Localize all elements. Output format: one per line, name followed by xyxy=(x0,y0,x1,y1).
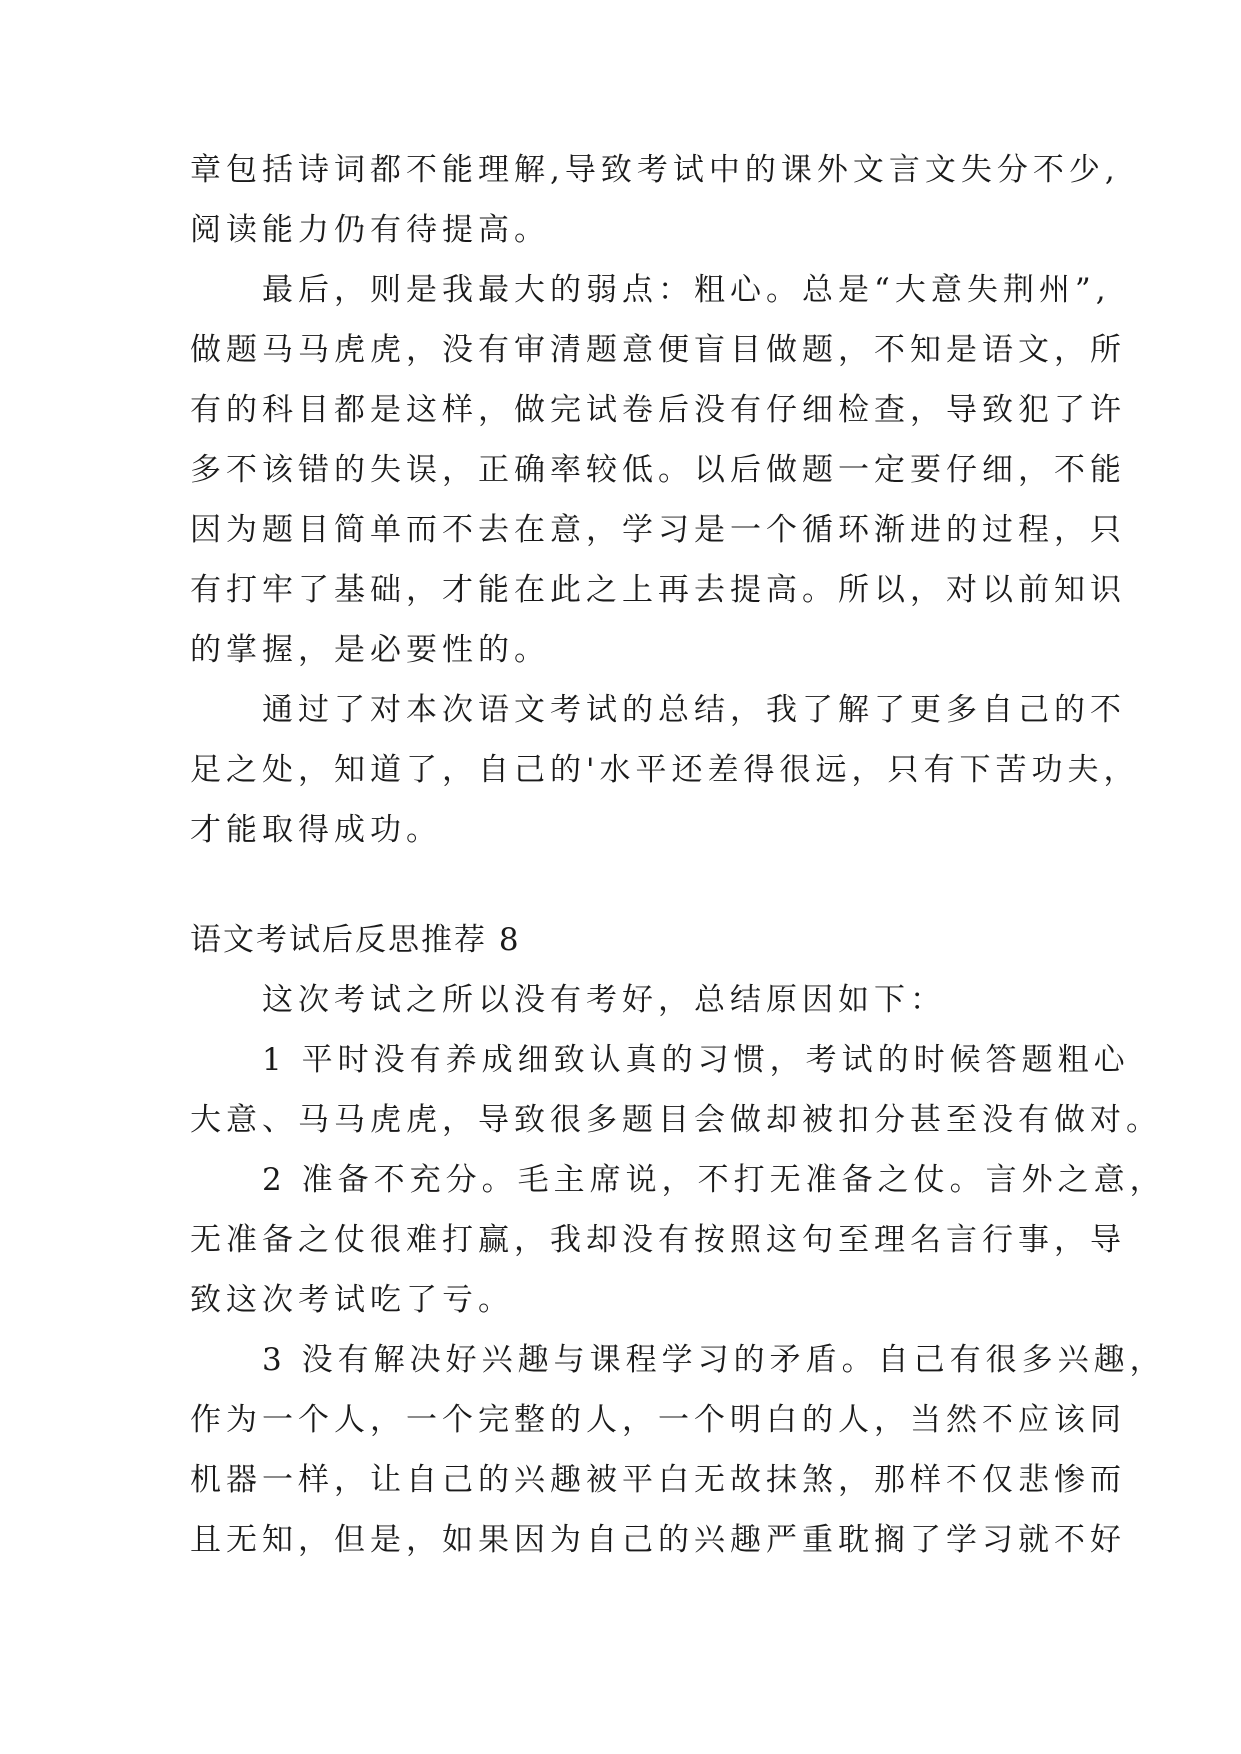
section-heading: 语文考试后反思推荐 8 xyxy=(190,922,521,958)
text-line: 才能取得成功。 xyxy=(190,812,442,848)
text-line: 因为题目简单而不去在意，学习是一个循环渐进的过程，只 xyxy=(190,512,1126,548)
text-line: 做题马马虎虎，没有审清题意便盲目做题，不知是语文，所 xyxy=(190,332,1126,368)
text-line: 多不该错的失误，正确率较低。以后做题一定要仔细，不能 xyxy=(190,452,1126,488)
text-line: 致这次考试吃了亏。 xyxy=(190,1282,514,1318)
text-line: 机器一样，让自己的兴趣被平白无故抹煞，那样不仅悲惨而 xyxy=(190,1462,1126,1498)
body-text-top xyxy=(190,140,1140,860)
text-line: 2 准备不充分。毛主席说，不打无准备之仗。言外之意， xyxy=(190,1162,1166,1198)
text-line: 的掌握，是必要性的。 xyxy=(190,632,550,668)
text-line: 足之处，知道了，自己的'水平还差得很远，只有下苦功夫， xyxy=(190,752,1140,788)
text-line: 阅读能力仍有待提高。 xyxy=(190,212,550,248)
text-line: 3 没有解决好兴趣与课程学习的矛盾。自己有很多兴趣， xyxy=(190,1342,1166,1378)
text-line: 无准备之仗很难打赢，我却没有按照这句至理名言行事，导 xyxy=(190,1222,1126,1258)
text-line: 1 平时没有养成细致认真的习惯，考试的时候答题粗心 xyxy=(190,1042,1130,1078)
body-text-bottom xyxy=(190,970,1166,1570)
text-line: 作为一个人，一个完整的人，一个明白的人，当然不应该同 xyxy=(190,1402,1126,1438)
text-line: 大意、马马虎虎，导致很多题目会做却被扣分甚至没有做对。 xyxy=(190,1102,1162,1138)
text-line: 章包括诗词都不能理解,导致考试中的课外文言文失分不少, xyxy=(190,152,1120,188)
text-line: 有的科目都是这样，做完试卷后没有仔细检查，导致犯了许 xyxy=(190,392,1126,428)
text-line: 通过了对本次语文考试的总结，我了解了更多自己的不 xyxy=(190,692,1126,728)
text-line: 有打牢了基础，才能在此之上再去提高。所以，对以前知识 xyxy=(190,572,1126,608)
text-line: 最后，则是我最大的弱点：粗心。总是“大意失荆州”, xyxy=(190,272,1111,308)
text-line: 这次考试之所以没有考好，总结原因如下： xyxy=(190,982,946,1018)
text-line: 且无知，但是，如果因为自己的兴趣严重耽搁了学习就不好 xyxy=(190,1522,1126,1558)
